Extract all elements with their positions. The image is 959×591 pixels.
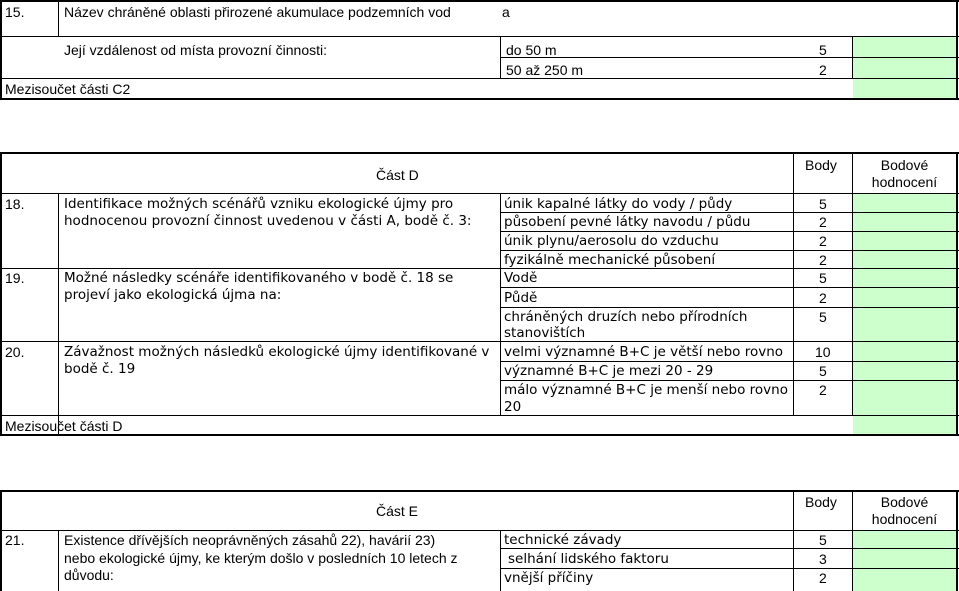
row-label: Identifikace možných scénářů vzniku ekologické újmy pro xyxy=(64,196,454,212)
option-label: vnější příčiny xyxy=(504,570,594,586)
option-points: 2 xyxy=(819,233,827,249)
subtotal-label: Mezisoučet části C2 xyxy=(5,81,131,97)
row-label: hodnocenou provozní činnost uvedenou v části A, bodě č. 3: xyxy=(64,213,472,229)
row-label: Závažnost možných následků ekologické újmy identifikované v xyxy=(64,344,490,360)
row-label: bodě č. 19 xyxy=(64,361,136,377)
option-points: 2 xyxy=(819,62,827,78)
row-number: 19. xyxy=(5,270,25,286)
row-number: 20. xyxy=(5,344,25,360)
option-points: 5 xyxy=(819,42,827,58)
option-points: 5 xyxy=(819,270,827,286)
column-header-rating: Bodové hodnocení xyxy=(871,157,938,190)
row-label: projeví jako ekologická újma na: xyxy=(64,287,282,303)
option-points: 5 xyxy=(819,363,827,379)
option-label: do 50 m xyxy=(506,42,557,58)
option-label: Půdě xyxy=(504,290,538,306)
column-header-points: Body xyxy=(805,494,837,510)
distance-label: Její vzdálenost od místa provozní činnosti: xyxy=(64,42,328,58)
option-label: selhání lidského faktoru xyxy=(508,551,669,567)
column-header-rating: Bodové hodnocení xyxy=(871,494,938,527)
row-label: důvodu: xyxy=(64,567,114,583)
section-title: Část E xyxy=(376,503,419,519)
option-points: 5 xyxy=(819,309,827,325)
option-label: málo významné B+C je menší nebo rovno xyxy=(504,382,788,398)
option-label: Vodě xyxy=(504,270,538,286)
option-points: 2 xyxy=(819,570,827,586)
option-label: stanovištích xyxy=(504,325,586,341)
row-label: nebo ekologické újmy, ke kterým došlo v posledních 10 letech z xyxy=(64,550,458,566)
option-points: 5 xyxy=(819,196,827,212)
option-label: velmi významné B+C je větší nebo rovno xyxy=(504,344,784,360)
option-label: 50 až 250 m xyxy=(506,62,584,78)
option-label: únik kapalné látky do vody / půdy xyxy=(504,196,733,212)
column-header-points: Body xyxy=(805,157,837,173)
row-label-extra: a xyxy=(502,4,510,20)
subtotal-label: Mezisoučet části D xyxy=(5,418,123,434)
option-label: únik plynu/aerosolu do vzduchu xyxy=(504,233,719,249)
row-label: Možné následky scénáře identifikovaného v bodě č. 18 se xyxy=(64,270,454,286)
option-points: 2 xyxy=(819,214,827,230)
option-points: 10 xyxy=(815,344,831,360)
option-points: 2 xyxy=(819,382,827,398)
option-label: 20 xyxy=(504,399,522,415)
row-number: 21. xyxy=(5,532,25,548)
row-number: 15. xyxy=(5,4,25,20)
option-label: významné B+C je mezi 20 - 29 xyxy=(504,363,714,379)
row-number: 18. xyxy=(5,196,25,212)
option-points: 5 xyxy=(819,532,827,548)
option-label: působení pevné látky navodu / půdu xyxy=(504,214,751,230)
option-label: chráněných druzích nebo přírodních xyxy=(504,309,748,325)
option-label: fyzikálně mechanické působení xyxy=(504,252,716,268)
option-points: 3 xyxy=(819,551,827,567)
row-label: Existence dřívějších neoprávněných zásahů 22), havárií 23) xyxy=(64,532,436,548)
section-title: Část D xyxy=(376,167,419,183)
option-label: technické závady xyxy=(504,532,622,548)
option-points: 2 xyxy=(819,290,827,306)
row-label: Název chráněné oblasti přirozené akumulace podzemních vod xyxy=(64,4,451,20)
option-points: 2 xyxy=(819,252,827,268)
